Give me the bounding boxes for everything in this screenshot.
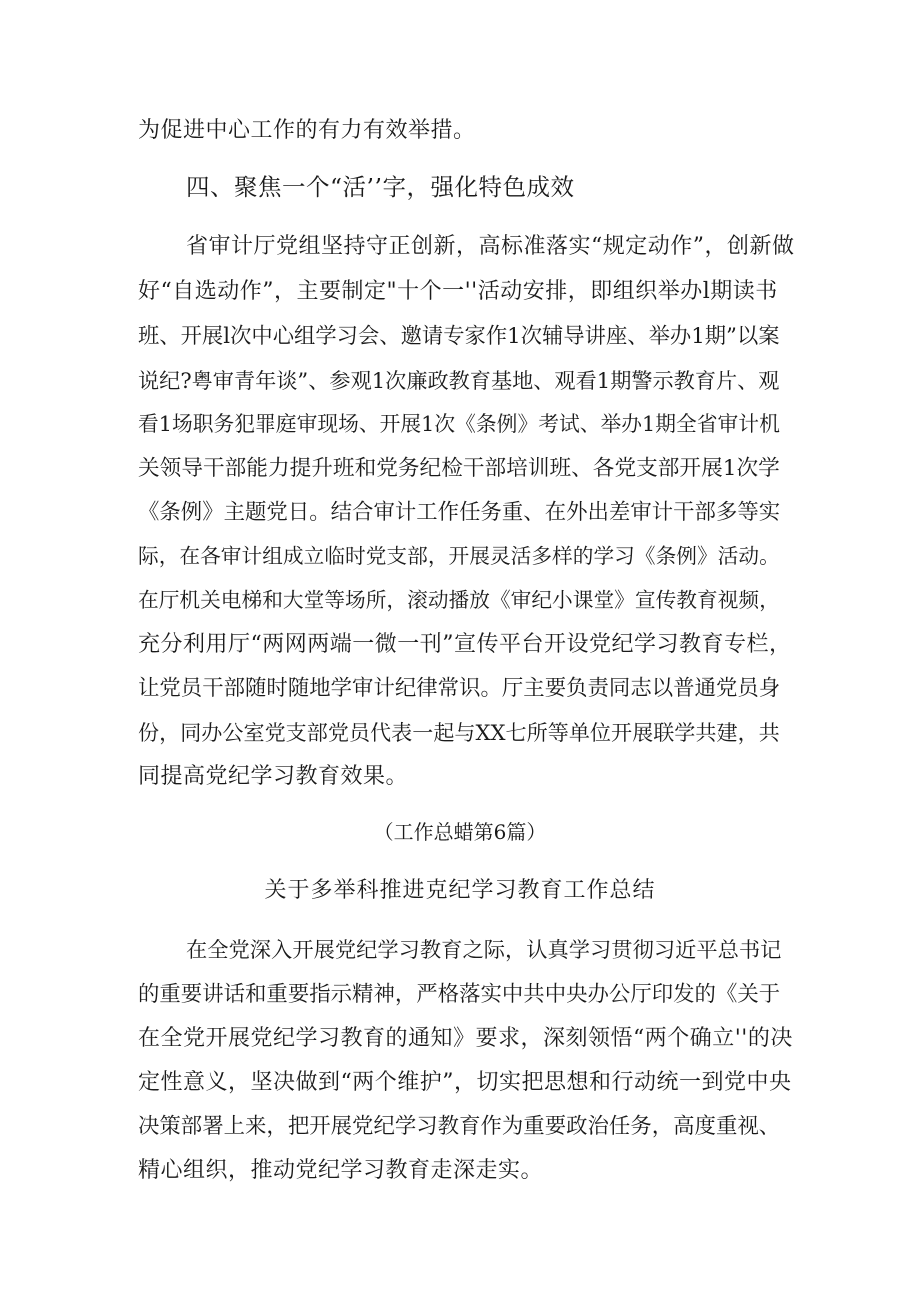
paragraph-line: 决策部署上来，把开展党纪学习教育作为重要政治任务，高度重视、 <box>138 1114 781 1139</box>
paragraph-line: 充分利用厅“两网两端一微一刊”宣传平台开设党纪学习教育专栏， <box>138 632 792 657</box>
paragraph-line: 《条例》主题党日。结合审计工作任务重、在外出差审计干部多等实 <box>138 500 781 525</box>
paragraph-line: 在全党深入开展党纪学习教育之际，认真学习贯彻习近平总书记 <box>186 938 782 963</box>
paragraph-line: 让党员干部随时随地学审计纪律常识。厅主要负责同志以普通党员身 <box>138 676 781 701</box>
paragraph-line: 关领导干部能力提升班和党务纪检干部培训班、各党支部开展1次学 <box>138 456 780 481</box>
paragraph-line: 定性意义，坚决做到“两个维护”，切实把思想和行动统一到党中央 <box>138 1070 792 1095</box>
section-heading: 四、聚焦一个“活’’字，强化特色成效 <box>186 173 575 201</box>
paragraph-line: 份，同办公室党支部党员代表一起与XX七所等单位开展联学共建，共 <box>138 720 780 745</box>
paragraph-line: 同提高党纪学习教育效果。 <box>138 764 409 789</box>
paragraph-line: 好“自选动作”，主要制定"十个一''活动安排，即组织举办l期读书 <box>138 279 778 304</box>
paragraph-line: 省审计厅党组坚持守正创新，高标准落实“规定动作”，创新做 <box>186 234 795 259</box>
article-number: （工作总蜡第6篇） <box>373 820 547 844</box>
paragraph-line: 在厅机关电梯和大堂等场所，滚动播放《审纪小课堂》宣传教育视频， <box>138 588 780 612</box>
paragraph-line: 的重要讲话和重要指示精神，严格落实中共中央办公厅印发的《关于 <box>138 982 781 1007</box>
lead-line: 为促进中心工作的有力有效举措。 <box>138 118 476 143</box>
paragraph-line: 际，在各审计组成立临时党支部，开展灵活多样的学习《条例》活动。 <box>138 544 780 568</box>
paragraph-line: 说纪?粤审青年谈”、参观1次廉政教育基地、观看1期警示教育片、观 <box>138 368 780 393</box>
paragraph-line: 在全党开展党纪学习教育的通知》要求，深刻领悟“两个确立''的决 <box>138 1026 793 1051</box>
article-title: 关于多举科推进克纪学习教育工作总结 <box>264 878 656 903</box>
paragraph-line: 精心组织，推动党纪学习教育走深走实。 <box>138 1158 544 1183</box>
paragraph-line: 看1场职务犯罪庭审现场、开展1次《条例》考试、举办1期全省审计机 <box>138 412 780 436</box>
paragraph-line: 班、开展l次中心组学习会、邀请专家作1次辅导讲座、举办1期”以案 <box>138 324 780 349</box>
